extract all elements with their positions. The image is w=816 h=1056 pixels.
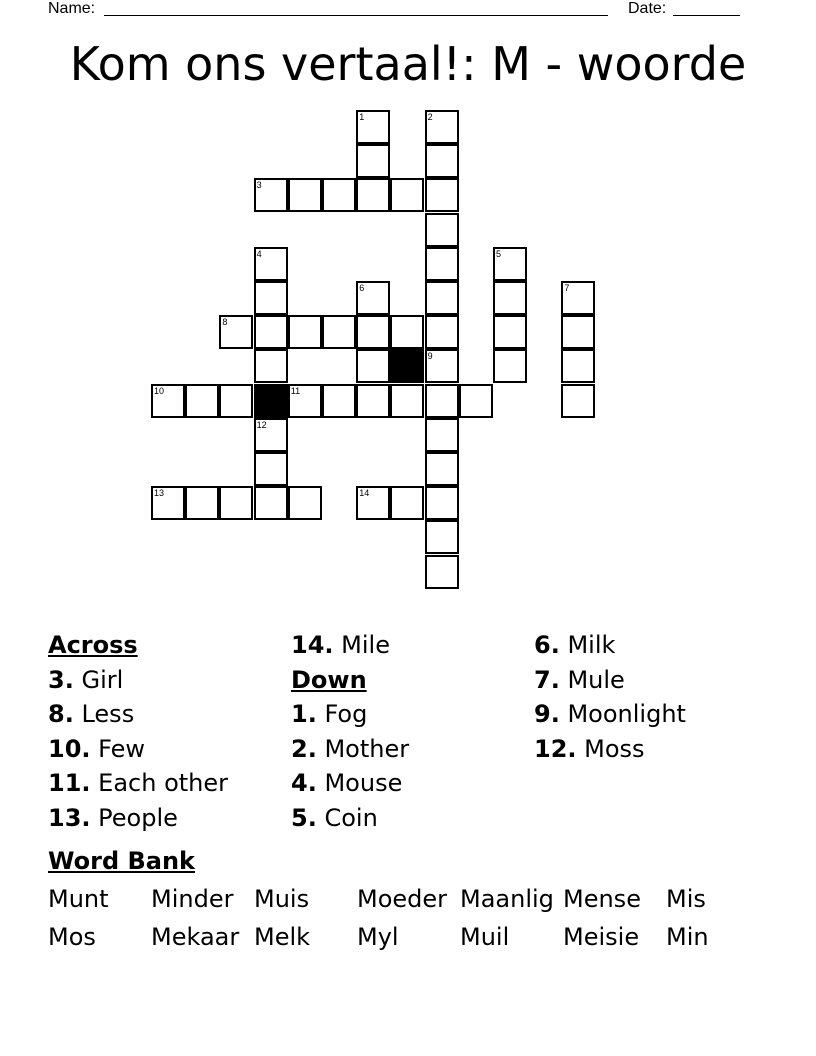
crossword-cell[interactable]: [459, 384, 493, 418]
crossword-cell[interactable]: [561, 384, 595, 418]
clue-number: 11.: [48, 769, 91, 797]
crossword-cell[interactable]: [425, 349, 459, 383]
clue-down-2: [291, 732, 409, 767]
cell-number: 1: [359, 112, 365, 122]
crossword-cell[interactable]: [425, 247, 459, 281]
crossword-black-cell: [254, 384, 288, 418]
crossword-cell[interactable]: [219, 486, 253, 520]
crossword-cell[interactable]: [254, 247, 288, 281]
crossword-cell[interactable]: [425, 555, 459, 589]
clue-number: 13.: [48, 803, 91, 832]
crossword-cell[interactable]: [356, 486, 390, 520]
clue-across-13: [48, 801, 228, 836]
clue-down-7: [534, 663, 686, 698]
cell-number: 9: [427, 351, 433, 362]
clue-number: 12.: [534, 734, 577, 763]
crossword-cell[interactable]: [356, 384, 390, 418]
clue-text: Girl: [81, 665, 124, 694]
clue-across-11: [48, 766, 228, 801]
crossword-cell[interactable]: [219, 315, 253, 349]
clue-text: Moonlight: [567, 700, 686, 728]
clue-text: Mother: [324, 734, 410, 763]
clue-number: 4.: [291, 769, 317, 797]
crossword-cell[interactable]: [322, 178, 356, 212]
crossword-cell[interactable]: [151, 486, 185, 520]
crossword-cell[interactable]: [288, 486, 322, 520]
clue-text: Mouse: [324, 769, 403, 797]
clue-text: Few: [98, 734, 146, 763]
crossword-cell[interactable]: [254, 486, 288, 520]
crossword-cell[interactable]: [254, 418, 288, 452]
clue-number: 3.: [48, 665, 74, 694]
clue-number: 6.: [534, 631, 560, 659]
cell-number: 7: [564, 283, 570, 293]
word-bank-item: Mekaar: [151, 923, 240, 951]
cell-number: 5: [496, 248, 502, 259]
cell-number: 13: [154, 488, 165, 499]
crossword-cell[interactable]: [425, 315, 459, 349]
across-heading: Across: [48, 631, 138, 659]
clue-number: 7.: [534, 665, 560, 694]
crossword-cell[interactable]: [425, 486, 459, 520]
crossword-cell[interactable]: [390, 178, 424, 212]
name-label: Name:: [48, 0, 96, 17]
crossword-cell[interactable]: [254, 452, 288, 486]
crossword-cell[interactable]: [390, 486, 424, 520]
crossword-cell[interactable]: [288, 384, 322, 418]
page-title: Kom ons vertaal!: M - woorde: [69, 37, 747, 91]
cell-number: 4: [256, 248, 262, 259]
crossword-cell[interactable]: [322, 315, 356, 349]
cell-number: 10: [154, 385, 165, 396]
word-bank-item: Meisie: [563, 923, 640, 951]
cell-number: 14: [359, 488, 370, 499]
cell-number: 6: [359, 283, 365, 293]
clue-down-1: [291, 697, 409, 732]
crossword-cell[interactable]: [390, 384, 424, 418]
word-bank-item: Myl: [357, 923, 399, 951]
clue-text: Mile: [341, 631, 390, 659]
word-bank-item: Mis: [666, 885, 706, 913]
clue-text: Moss: [584, 734, 645, 763]
crossword-cell[interactable]: [254, 281, 288, 315]
crossword-cell[interactable]: [185, 384, 219, 418]
clue-column-1: [48, 628, 228, 835]
clue-number: 5.: [291, 803, 317, 832]
clue-down-6: [534, 628, 686, 663]
crossword-cell[interactable]: [425, 281, 459, 315]
crossword-cell[interactable]: [288, 178, 322, 212]
date-label: Date:: [628, 0, 667, 17]
crossword-cell[interactable]: [356, 144, 390, 178]
word-bank-heading: Word Bank: [48, 847, 196, 875]
word-bank-item: Muil: [460, 923, 510, 951]
word-bank-item: Munt: [48, 885, 109, 913]
clue-down-12: [534, 732, 686, 767]
crossword-cell[interactable]: [561, 315, 595, 349]
crossword-cell[interactable]: [425, 213, 459, 247]
word-bank-item: Mos: [48, 923, 96, 951]
word-bank-item: Muis: [254, 885, 310, 913]
clue-text: Mule: [567, 665, 625, 694]
word-bank-item: Minder: [151, 885, 234, 913]
crossword-cell[interactable]: [425, 384, 459, 418]
crossword-cell[interactable]: [356, 349, 390, 383]
crossword-cell[interactable]: [425, 452, 459, 486]
cell-number: 11: [290, 385, 301, 396]
crossword-cell[interactable]: [493, 315, 527, 349]
crossword-cell[interactable]: [356, 315, 390, 349]
crossword-cell[interactable]: [493, 281, 527, 315]
clue-across-10: [48, 732, 228, 767]
crossword-cell[interactable]: [356, 281, 390, 315]
crossword-cell[interactable]: [151, 384, 185, 418]
crossword-black-cell: [390, 349, 424, 383]
crossword-cell[interactable]: [561, 349, 595, 383]
crossword-cell[interactable]: [356, 110, 390, 144]
crossword-cell[interactable]: [425, 178, 459, 212]
clue-number: 9.: [534, 700, 560, 728]
crossword-cell[interactable]: [322, 384, 356, 418]
clue-down-5: [291, 801, 409, 836]
word-bank-item: Maanlig: [460, 885, 554, 913]
clue-text: People: [98, 803, 178, 832]
clue-down-4: [291, 766, 409, 801]
crossword-cell[interactable]: [425, 520, 459, 554]
clue-number: 14.: [291, 631, 334, 659]
crossword-cell[interactable]: [254, 178, 288, 212]
cell-number: 3: [256, 180, 262, 191]
cell-number: 8: [222, 317, 228, 328]
crossword-cell[interactable]: [425, 110, 459, 144]
word-bank-item: Min: [666, 923, 709, 951]
crossword-cell[interactable]: [390, 315, 424, 349]
crossword-cell[interactable]: [493, 247, 527, 281]
clue-text: Less: [81, 700, 135, 728]
clue-across-8: [48, 697, 228, 732]
cell-number: 12: [256, 419, 267, 430]
word-bank-item: Mense: [563, 885, 641, 913]
crossword-cell[interactable]: [493, 349, 527, 383]
clue-down-9: [534, 697, 686, 732]
clue-column-2: [291, 628, 409, 835]
crossword-cell[interactable]: [219, 384, 253, 418]
clue-across-14: [291, 628, 409, 663]
cell-number: 2: [427, 112, 433, 122]
crossword-cell[interactable]: [425, 418, 459, 452]
clue-number: 10.: [48, 734, 91, 763]
clue-column-3: [534, 628, 686, 766]
crossword-cell[interactable]: [356, 178, 390, 212]
clue-text: Each other: [98, 769, 228, 797]
crossword-cell[interactable]: [561, 281, 595, 315]
crossword-cell[interactable]: [288, 315, 322, 349]
down-heading: Down: [291, 665, 367, 694]
crossword-cell[interactable]: [254, 315, 288, 349]
clue-across-3: [48, 663, 228, 698]
word-bank-item: Moeder: [357, 885, 448, 913]
clue-number: 1.: [291, 700, 317, 728]
crossword-cell[interactable]: [425, 144, 459, 178]
crossword-cell[interactable]: [185, 486, 219, 520]
clue-text: Coin: [324, 803, 378, 832]
word-bank-item: Melk: [254, 923, 311, 951]
crossword-cell[interactable]: [254, 349, 288, 383]
clue-text: Fog: [324, 700, 368, 728]
clue-number: 2.: [291, 734, 317, 763]
clue-number: 8.: [48, 700, 74, 728]
clue-text: Milk: [567, 631, 616, 659]
